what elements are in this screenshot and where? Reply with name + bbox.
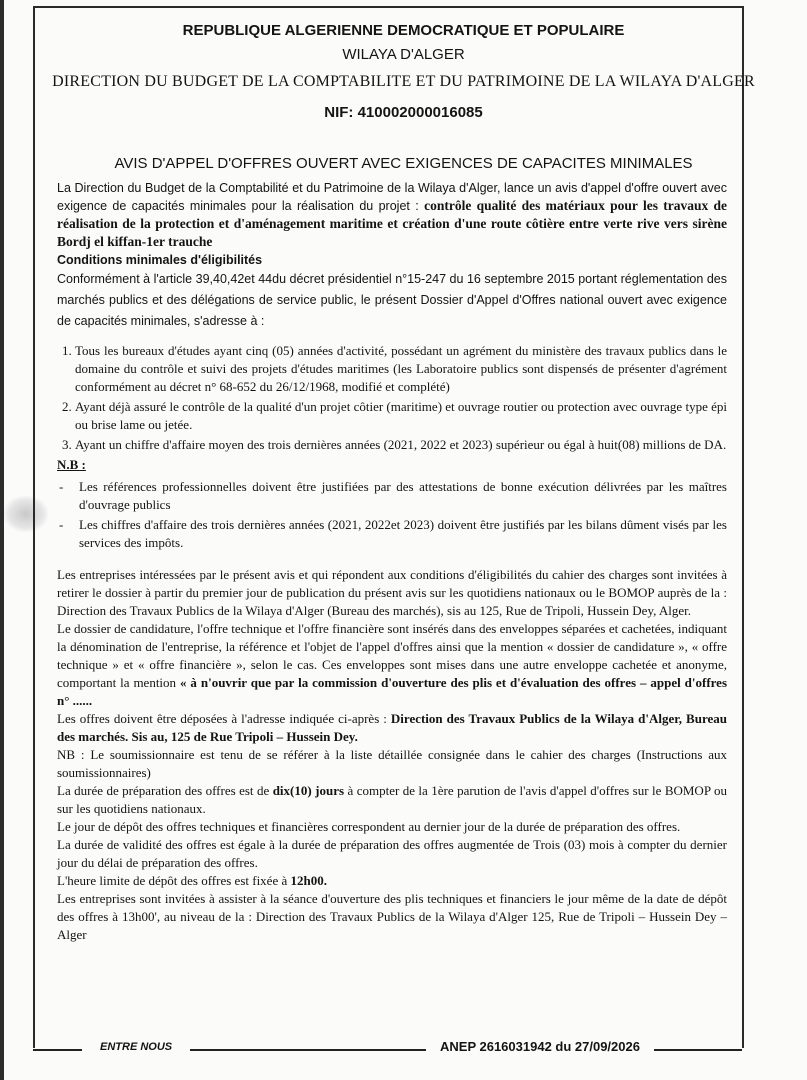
criteria-item: 2. Ayant déjà assuré le contrôle de la qualité d'un projet côtier (maritime) et ouvrage routier ou protection avec ouvrage type épi ou brise lame ou jetée.: [75, 398, 727, 434]
conditions-text: Conformément à l'article 39,40,42et 44du décret présidentiel n°15-247 du 16 septembre 2015 portant réglementation des marchés publics et des délégations de service public, le présent Dossier d'Appel d'Offres national ouvert avec exigence de capacités minimales, s'adresse à :: [57, 272, 727, 328]
direction-heading: DIRECTION DU BUDGET DE LA COMPTABILITE ET DU PATRIMOINE DE LA WILAYA D'ALGER: [52, 73, 755, 90]
procedure-validity: La durée de validité des offres est égale à la durée de préparation des offres augmentée de Trois (03) mois à compter du dernier jour du délai de préparation des offres.: [57, 837, 727, 870]
conditions-heading: Conditions minimales d'éligibilités: [57, 253, 263, 267]
nb-item: - Les chiffres d'affaire des trois dernières années (2021, 2022et 2023) doivent être justifiés par les bilans dûment visés par les services des impôts.: [79, 516, 727, 552]
duration-rest: à compter de la 1ère parution de l'avis d'appel d'offres sur le BOMOP ou sur les quotidiens nationaux.: [57, 783, 728, 816]
nb-list: [57, 478, 727, 552]
deadline-time: 12h00.: [290, 873, 327, 888]
envelopes-text: Le dossier de candidature, l'offre technique et l'offre financière sont insérés dans des enveloppes séparées et cachetées, indiquant la dénomination de l'entreprise, la référence et l'objet de l'appel d'offres ainsi que la mention « dossier de candidature », « offre technique » et « offre financière », selon le cas. Ces enveloppes sont mises dans une autre enveloppe cachetée et anonyme, comportant la mention: [57, 621, 727, 690]
procedure-duration: [57, 782, 727, 818]
procedure-deadline: [57, 872, 727, 890]
procedure-deposit-day: Le jour de dépôt des offres techniques et financières correspondent au dernier jour de la durée de préparation des offres.: [57, 819, 681, 834]
footer-anep-reference: ANEP 2616031942 du 27/09/2026: [426, 1039, 654, 1054]
envelopes-mention: « à n'ouvrir que par la commission d'ouverture des plis et d'évaluation des offres – appel d'offres n° ......: [57, 675, 728, 708]
deposit-address: Direction des Travaux Publics de la Wilaya d'Alger, Bureau des marchés. Sis au, 125 de Rue Tripoli – Hussein Dey.: [57, 711, 727, 744]
criteria-list: [57, 342, 727, 454]
nb-label: N.B :: [57, 457, 86, 472]
duration-text: La durée de préparation des offres est de: [57, 783, 270, 798]
procedure-envelopes: [57, 620, 727, 710]
republic-heading: REPUBLIQUE ALGERIENNE DEMOCRATIQUE ET POPULAIRE: [182, 22, 625, 39]
intro-paragraph: [57, 179, 727, 251]
nif-number: NIF: 410002000016085: [324, 104, 483, 121]
intro-text: La Direction du Budget de la Comptabilité et du Patrimoine de la Wilaya d'Alger, lance un avis d'appel d'offre ouvert avec exigence de capacités minimales pour la réalisation du projet :: [57, 181, 727, 213]
duration-days: dix(10) jours: [272, 783, 345, 798]
deposit-text: Les offres doivent être déposées à l'adresse indiquée ci-après :: [57, 711, 387, 726]
criteria-item: 1. Tous les bureaux d'études ayant cinq (05) années d'activité, possédant un agrément du ministère des travaux publics dans le domaine du contrôle et suivi des projets d'études maritimes (les Laboratoire publics sont dispensés de présenter d'agrément conformément au décret n° 68-652 du 26/12/1968, modifié et complété): [75, 342, 727, 396]
project-name: contrôle qualité des matériaux pour les travaux de réalisation de la protection et d'aménagement maritime et création d'une route côtière entre verte rive vers sirène Bordj el kiffan-1er trauche: [57, 198, 727, 249]
procedure-deposit: [57, 710, 727, 746]
deadline-text: L'heure limite de dépôt des offres est fixée à: [57, 873, 288, 888]
notice-title: AVIS D'APPEL D'OFFRES OUVERT AVEC EXIGENCES DE CAPACITES MINIMALES: [114, 155, 693, 172]
wilaya-heading: WILAYA D'ALGER: [342, 46, 465, 63]
procedure-opening: Les entreprises sont invitées à assister à la séance d'ouverture des plis techniques et financiers le jour même de la date de dépôt des offres à 13h00', au niveau de la : Direction des Travaux Publics de la Wilaya d'Alger 125, Rue de Tripoli – Hussein Dey – Alger: [57, 891, 727, 942]
nb-item: - Les références professionnelles doivent être justifiées par des attestations de bonne exécution délivrées par les maîtres d'ouvrage publics: [79, 478, 727, 514]
notice-body: [57, 179, 727, 944]
procedure-retrieval: Les entreprises intéressées par le présent avis et qui répondent aux conditions d'éligibilités du cahier des charges sont invitées à retirer le dossier à partir du premier jour de publication du présent avis sur les quotidiens nationaux ou le BOMOP auprès de la : Direction des Travaux Publics de la Wilaya d'Alger (Bureau des marchés), sis au 125, Rue de Tripoli, Hussein Dey, Alger.: [57, 567, 727, 618]
criteria-item: 3. Ayant un chiffre d'affaire moyen des trois dernières années (2021, 2022 et 2023) supérieur ou égal à huit(08) millions de DA.: [75, 436, 727, 454]
footer-publication: ENTRE NOUS: [82, 1041, 190, 1053]
procedure-nb: NB : Le soumissionnaire est tenu de se référer à la liste détaillée consignée dans le cahier des charges (Instructions aux soumissionnaires): [57, 747, 727, 780]
procedure-section: [57, 566, 727, 944]
